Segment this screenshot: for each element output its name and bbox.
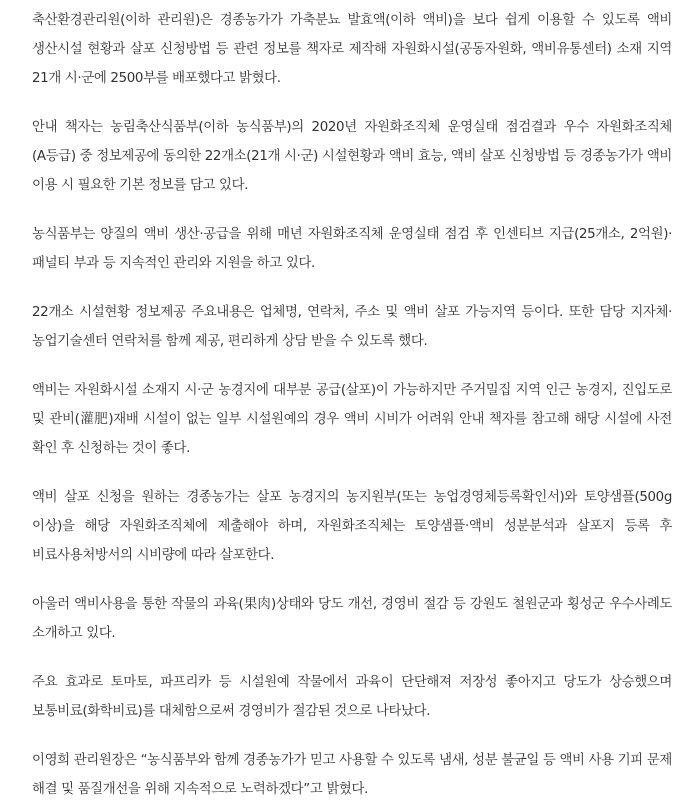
- article-paragraph: 안내 책자는 농림축산식품부(이하 농식품부)의 2020년 자원화조직체 운영실태 점검결과 우수 자원화조직체(A등급) 중 정보제공에 동의한 22개소(21개 시·군) 시설현황과 액비 효능, 액비 살포 신청방법 등 경종농가가 액비 이용 시 필요한 기본 정보를 담고 있다.: [32, 120, 672, 193]
- article-paragraph: 농식품부는 양질의 액비 생산·공급을 위해 매년 자원화조직체 운영실태 점검 후 인센티브 지급(25개소, 2억원)·패널티 부과 등 지속적인 관리와 지원을 하고 있다.: [32, 227, 672, 271]
- article-paragraph: 아울러 액비사용을 통한 작물의 과육(果肉)상태와 당도 개선, 경영비 절감 등 강원도 철원군과 횡성군 우수사례도 소개하고 있다.: [32, 597, 672, 641]
- article-paragraph: 축산환경관리원(이하 관리원)은 경종농가가 가축분뇨 발효액(이하 액비)을 보다 쉽게 이용할 수 있도록 액비 생산시설 현황과 살포 신청방법 등 관련 정보를 책자로 제작해 자원화시설(공동자원화, 액비유통센터) 소재 지역 21개 시·군에 2500부를 배포했다고 밝혔다.: [32, 13, 672, 86]
- article-paragraph: 22개소 시설현황 정보제공 주요내용은 업체명, 연락처, 주소 및 액비 살포 가능지역 등이다. 또한 담당 지자체·농업기술센터 연락처를 함께 제공, 편리하게 상담 받을 수 있도록 했다.: [32, 305, 672, 349]
- article-paragraph: 액비 살포 신청을 원하는 경종농가는 살포 농경지의 농지원부(또는 농업경영체등록확인서)와 토양샘플(500g 이상)을 해당 자원화조직체에 제출해야 하며, 자원화조직체는 토양샘플·액비 성분분석과 살포지 등록 후 비료사용처방서의 시비량에 따라 살포한다.: [32, 490, 672, 563]
- article-paragraph: 이영희 관리원장은 “농식품부와 함께 경종농가가 믿고 사용할 수 있도록 냄새, 성분 불균일 등 액비 사용 기피 문제 해결 및 품질개선을 위해 지속적으로 노력하겠다”고 밝혔다.: [32, 753, 672, 797]
- article-paragraph: 액비는 자원화시설 소재지 시·군 농경지에 대부분 공급(살포)이 가능하지만 주거밀집 지역 인근 농경지, 진입도로 및 관비(灌肥)재배 시설이 없는 일부 시설원예의 경우 액비 시비가 어려워 안내 책자를 참고해 해당 시설에 사전 확인 후 신청하는 것이 좋다.: [32, 383, 672, 456]
- article-paragraph: 주요 효과로 토마토, 파프리카 등 시설원예 작물에서 과육이 단단해져 저장성 좋아지고 당도가 상승했으며 보통비료(화학비료)를 대체함으로써 경영비가 절감된 것으로 나타났다.: [32, 675, 672, 719]
